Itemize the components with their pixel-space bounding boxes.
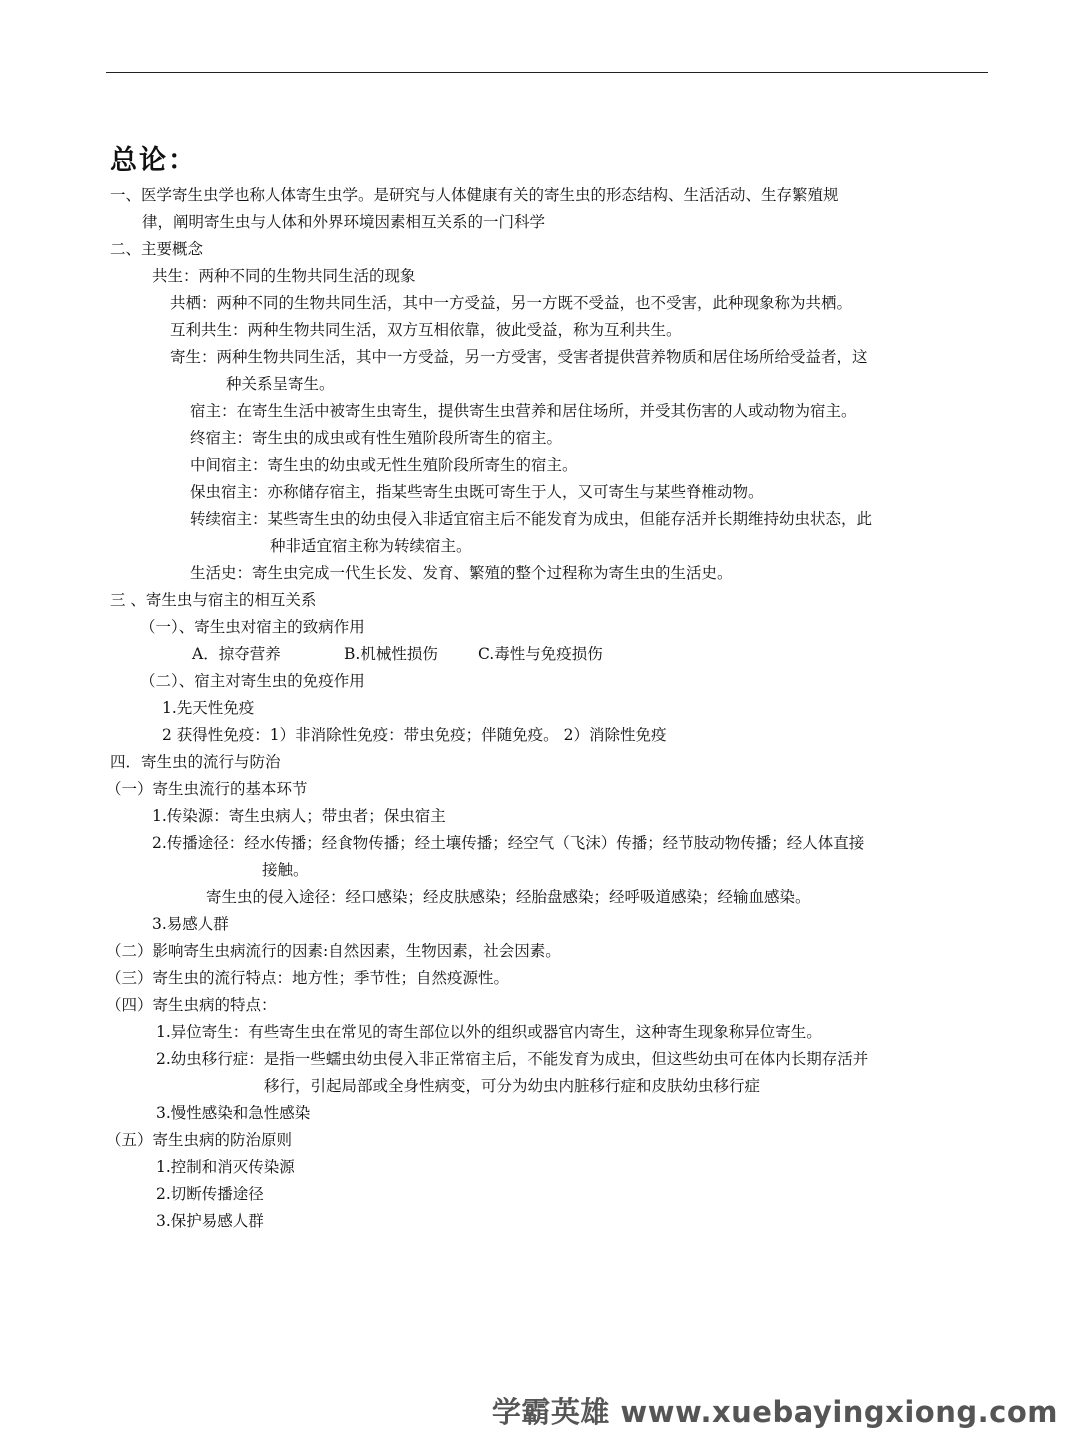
section-heading: 三 、寄生虫与宿主的相互关系 — [110, 591, 317, 609]
text-line: 1.先天性免疫 — [162, 699, 255, 717]
text-line: 移行，引起局部或全身性病变，可分为幼虫内脏移行症和皮肤幼虫移行症 — [264, 1077, 761, 1095]
text-line: 生活史：寄生虫完成一代生长发、发育、繁殖的整个过程称为寄生虫的生活史。 — [190, 564, 733, 582]
text-line: 1.控制和消灭传染源 — [156, 1158, 295, 1176]
text-line: 宿主：在寄生生活中被寄生虫寄生，提供寄生虫营养和居住场所，并受其伤害的人或动物为宿主。 — [190, 402, 857, 420]
section-heading: 四．寄生虫的流行与防治 — [110, 753, 281, 771]
text-line: 2.切断传播途径 — [156, 1185, 264, 1203]
text-line: 中间宿主：寄生虫的幼虫或无性生殖阶段所寄生的宿主。 — [190, 456, 578, 474]
subsection-heading: （一）、寄生虫对宿主的致病作用 — [140, 618, 365, 636]
text-line: 互利共生：两种生物共同生活，双方互相依靠，彼此受益，称为互利共生。 — [170, 321, 682, 339]
text-line: 一、医学寄生虫学也称人体寄生虫学。是研究与人体健康有关的寄生虫的形态结构、生活活动、生存繁殖规 — [110, 186, 839, 204]
subsection-heading: （五）寄生虫病的防治原则 — [106, 1131, 293, 1149]
text-line: A．掠夺营养 — [192, 645, 281, 663]
text-line: C.毒性与免疫损伤 — [478, 645, 603, 663]
text-line: 2 获得性免疫：1）非消除性免疫：带虫免疫；伴随免疫。 2）消除性免疫 — [162, 726, 667, 744]
subsection-heading: （二）、宿主对寄生虫的免疫作用 — [140, 672, 365, 690]
text-line: B.机械性损伤 — [344, 645, 438, 663]
text-line: 3.慢性感染和急性感染 — [156, 1104, 311, 1122]
text-line: 转续宿主：某些寄生虫的幼虫侵入非适宜宿主后不能发育为成虫，但能存活并长期维持幼虫状态，此 — [190, 510, 873, 528]
text-line: 接触。 — [262, 861, 309, 879]
text-line: 保虫宿主：亦称储存宿主，指某些寄生虫既可寄生于人，又可寄生与某些脊椎动物。 — [190, 483, 764, 501]
text-line: 2.幼虫移行症：是指一些蠕虫幼虫侵入非正常宿主后，不能发育为成虫，但这些幼虫可在体内长期存活并 — [156, 1050, 869, 1068]
text-line: 共生：两种不同的生物共同生活的现象 — [152, 267, 416, 285]
text-line: 种非适宜宿主称为转续宿主。 — [270, 537, 472, 555]
subsection-heading: （四）寄生虫病的特点： — [106, 996, 277, 1014]
text-line: 寄生虫的侵入途径：经口感染；经皮肤感染；经胎盘感染；经呼吸道感染；经输血感染。 — [206, 888, 811, 906]
text-line: 1.异位寄生：有些寄生虫在常见的寄生部位以外的组织或器官内寄生，这种寄生现象称异位寄生。 — [156, 1023, 822, 1041]
text-line: 2.传播途径：经水传播；经食物传播；经土壤传播；经空气（飞沫）传播；经节肢动物传播；经人体直接 — [152, 834, 865, 852]
subsection-heading: （一）寄生虫流行的基本环节 — [106, 780, 308, 798]
text-line: 种关系呈寄生。 — [226, 375, 335, 393]
text-line: 3.保护易感人群 — [156, 1212, 264, 1230]
header-rule — [106, 72, 988, 73]
text-line: 寄生：两种生物共同生活，其中一方受益，另一方受害，受害者提供营养物质和居住场所给受益者，这 — [170, 348, 868, 366]
text-line: 律，阐明寄生虫与人体和外界环境因素相互关系的一门科学 — [142, 213, 546, 231]
text-line: 终宿主：寄生虫的成虫或有性生殖阶段所寄生的宿主。 — [190, 429, 563, 447]
text-line: 1.传染源：寄生虫病人；带虫者；保虫宿主 — [152, 807, 446, 825]
subsection-heading: （二）影响寄生虫病流行的因素:自然因素，生物因素，社会因素。 — [106, 942, 561, 960]
text-line: 共栖：两种不同的生物共同生活，其中一方受益，另一方既不受益，也不受害，此种现象称为共栖。 — [170, 294, 853, 312]
watermark: 学霸英雄 www.xuebayingxiong.com — [491, 1395, 1058, 1429]
section-heading: 二、主要概念 — [110, 240, 204, 258]
subsection-heading: （三）寄生虫的流行特点：地方性；季节性；自然疫源性。 — [106, 969, 510, 987]
doc-title: 总论： — [110, 145, 197, 176]
text-line: 3.易感人群 — [152, 915, 229, 933]
